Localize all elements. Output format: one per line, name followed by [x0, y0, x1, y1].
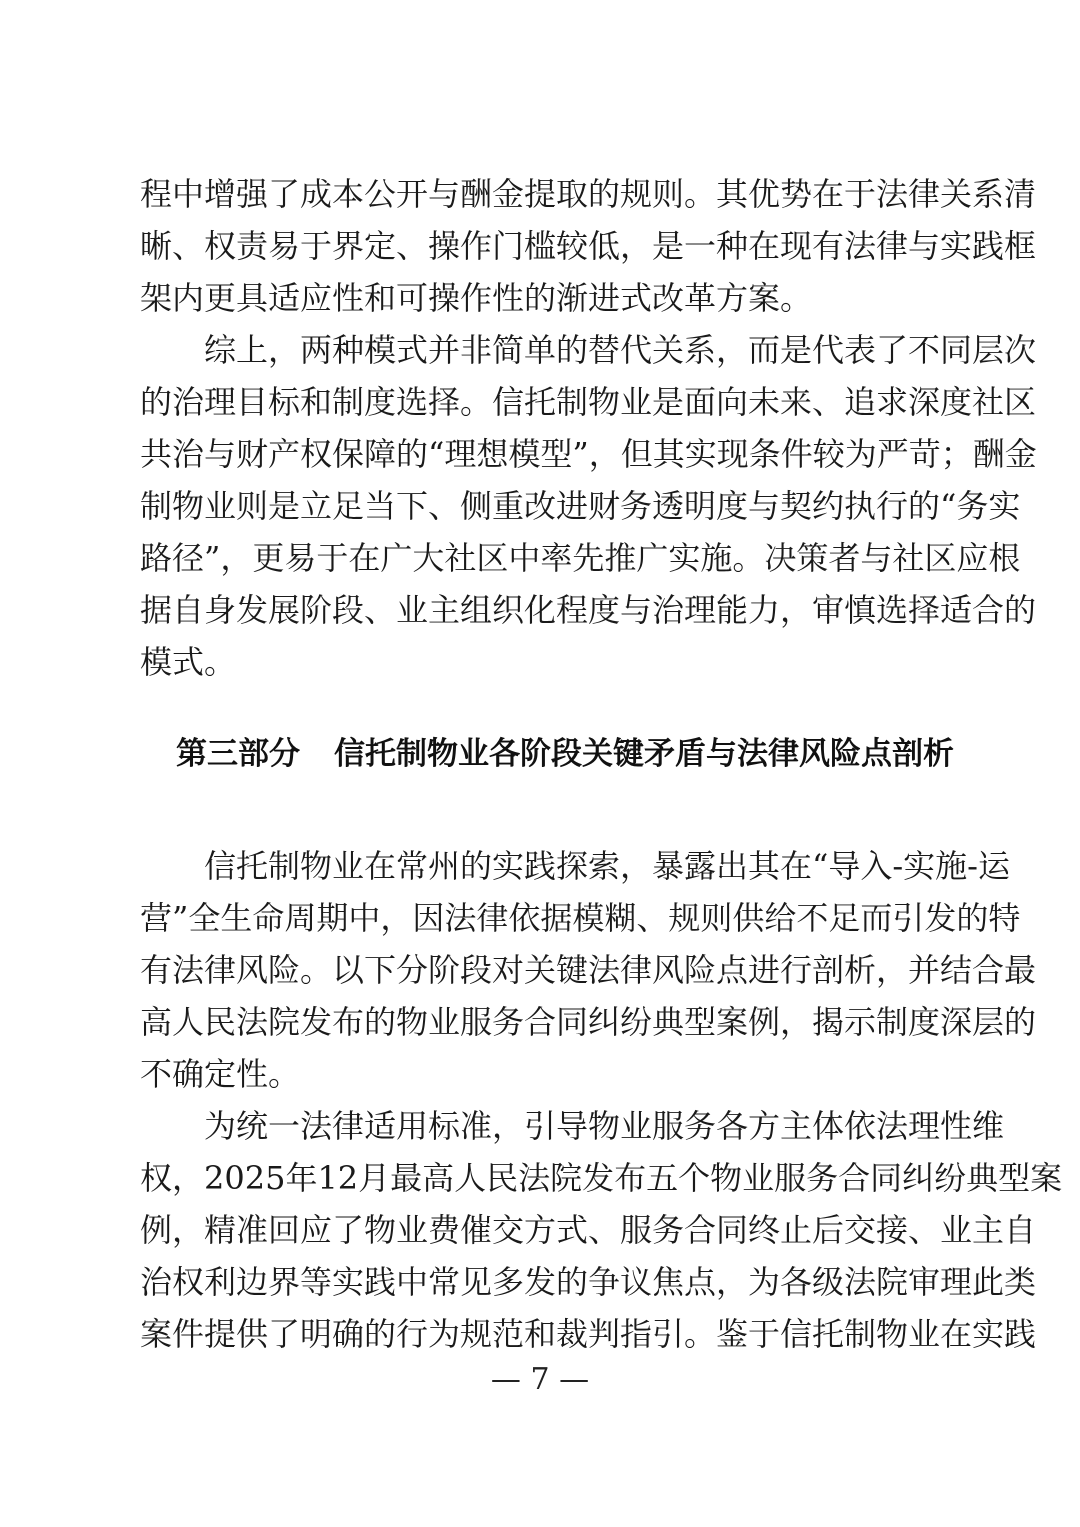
section-paragraph-1-line-3: 有法律风险。以下分阶段对关键法律风险点进行剖析，并结合最: [140, 951, 1037, 989]
section-heading-title: 信托制物业各阶段关键矛盾与法律风险点剖析: [334, 736, 954, 772]
paragraph-1-line-3: 架内更具适应性和可操作性的渐进式改革方案。: [140, 279, 813, 317]
section-paragraph-2-line-5: 案件提供了明确的行为规范和裁判指引。鉴于信托制物业在实践: [140, 1315, 1037, 1353]
section-heading-label: 第三部分: [176, 736, 300, 772]
paragraph-2-line-3: 共治与财产权保障的“理想模型”，但其实现条件较为严苛；酬金: [140, 435, 1037, 473]
paragraph-1-line-1: 程中增强了成本公开与酬金提取的规则。其优势在于法律关系清: [140, 175, 1037, 213]
section-paragraph-1-line-2: 营”全生命周期中，因法律依据模糊、规则供给不足而引发的特: [140, 899, 1021, 937]
section-paragraph-1-line-5: 不确定性。: [140, 1055, 301, 1093]
section-heading: [176, 726, 954, 782]
paragraph-2-line-6: 据自身发展阶段、业主组织化程度与治理能力，审慎选择适合的: [140, 591, 1037, 629]
paragraph-2-line-7: 模式。: [140, 643, 237, 681]
section-paragraph-1-line-4: 高人民法院发布的物业服务合同纠纷典型案例，揭示制度深层的: [140, 1003, 1037, 1041]
paragraph-1-line-2: 晰、权责易于界定、操作门槛较低，是一种在现有法律与实践框: [140, 227, 1037, 265]
section-paragraph-2-line-4: 治权利边界等实践中常见多发的争议焦点，为各级法院审理此类: [140, 1263, 1037, 1301]
paragraph-2-line-4: 制物业则是立足当下、侧重改进财务透明度与契约执行的“务实: [140, 487, 1021, 525]
section-paragraph-2-line-3: 例，精准回应了物业费催交方式、服务合同终止后交接、业主自: [140, 1211, 1037, 1249]
paragraph-2-line-1: 综上，两种模式并非简单的替代关系，而是代表了不同层次: [204, 331, 1037, 369]
paragraph-2-line-2: 的治理目标和制度选择。信托制物业是面向未来、追求深度社区: [140, 383, 1037, 421]
page-number: — 7 —: [490, 1362, 590, 1397]
section-paragraph-2-line-2: 权，2025年12月最高人民法院发布五个物业服务合同纠纷典型案: [140, 1159, 1063, 1197]
section-paragraph-1-line-1: 信托制物业在常州的实践探索，暴露出其在“导入-实施-运: [204, 847, 1010, 885]
section-paragraph-2-line-1: 为统一法律适用标准，引导物业服务各方主体依法理性维: [204, 1107, 1005, 1145]
paragraph-2-line-5: 路径”，更易于在广大社区中率先推广实施。决策者与社区应根: [140, 539, 1021, 577]
